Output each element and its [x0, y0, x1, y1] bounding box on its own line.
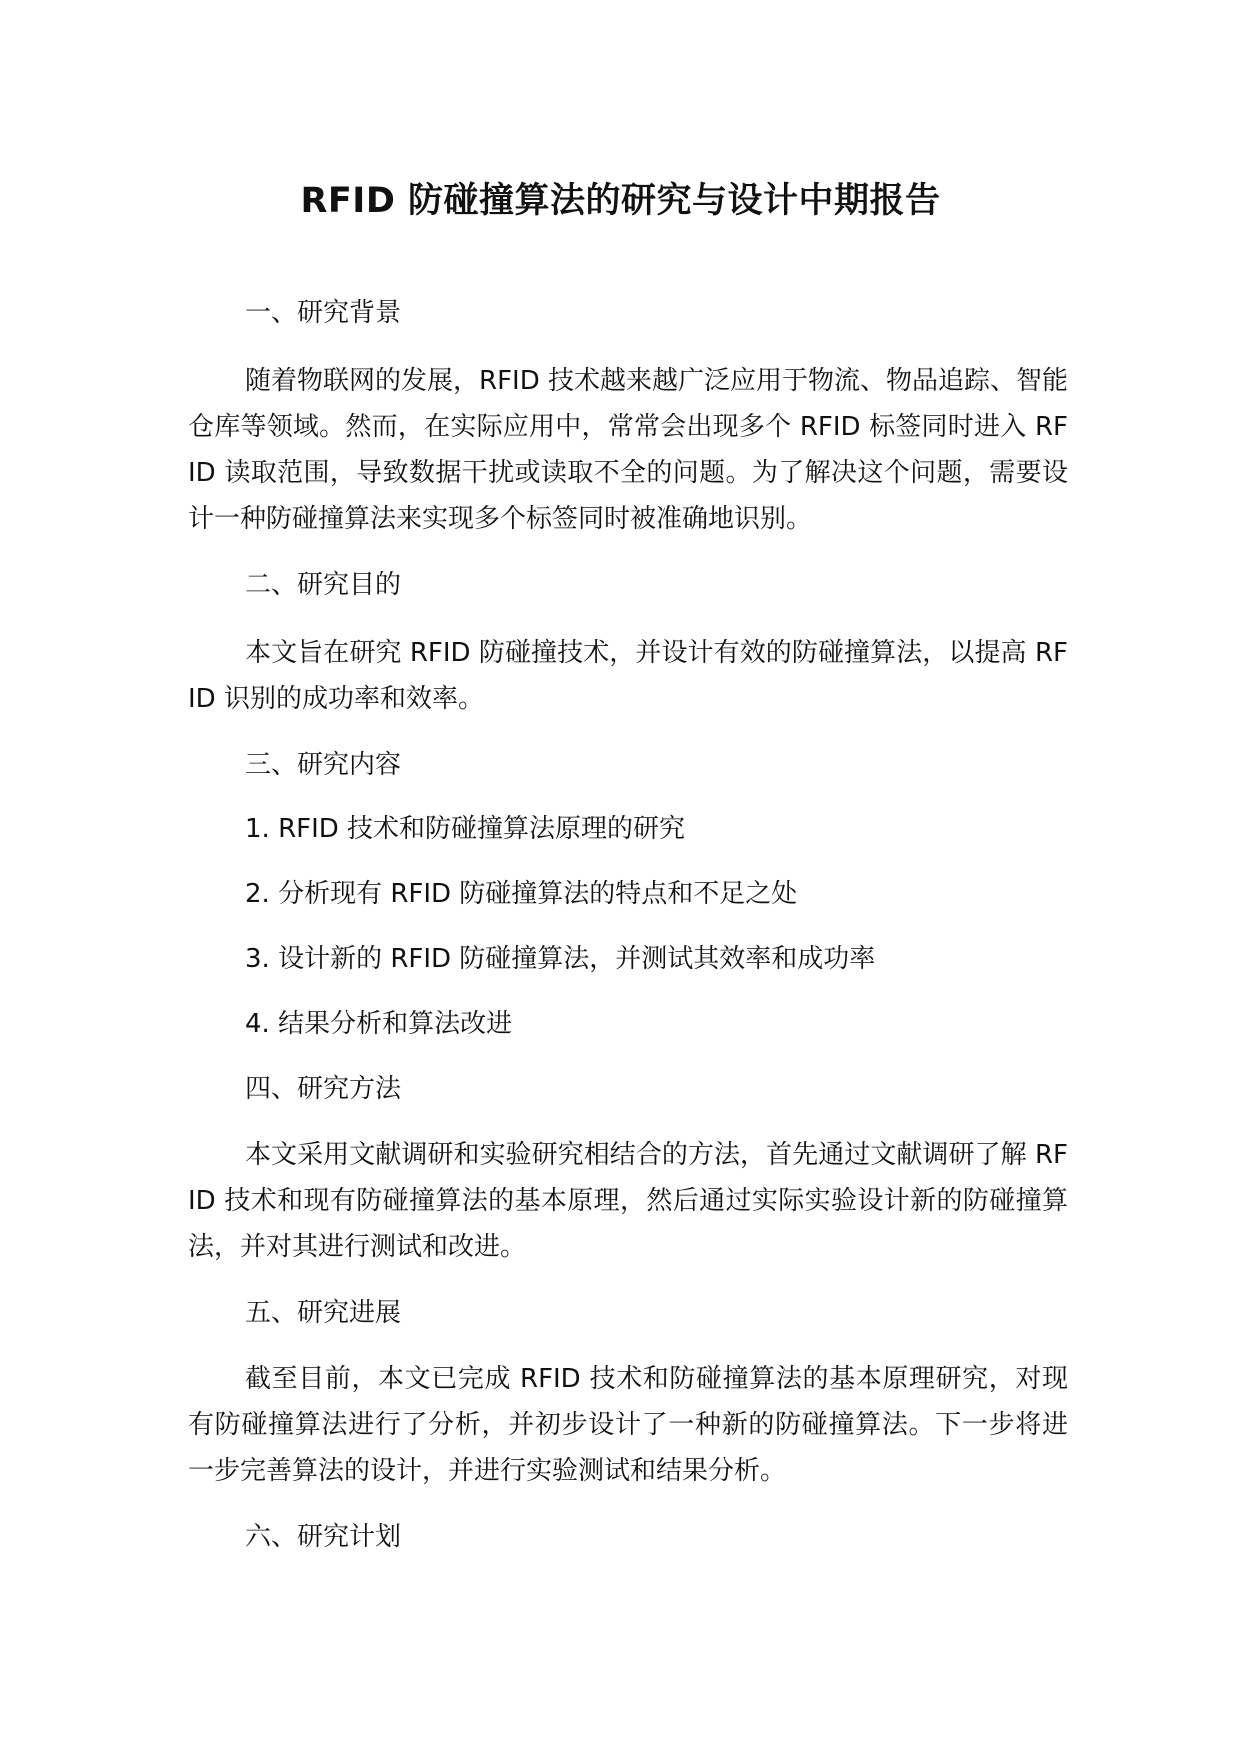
content-list-item: 3. 设计新的 RFID 防碰撞算法，并测试其效率和成功率 [245, 944, 876, 974]
section-heading-purpose: 二、研究目的 [245, 570, 402, 600]
section-paragraph-method: 本文采用文献调研和实验研究相结合的方法，首先通过文献调研了解 RFID 技术和现有防碰撞算法的基本原理，然后通过实际实验设计新的防碰撞算法，并对其进行测试和改进。 [188, 1140, 1068, 1262]
content-list-item: 4. 结果分析和算法改进 [245, 1009, 513, 1039]
section-paragraph-purpose: 本文旨在研究 RFID 防碰撞技术，并设计有效的防碰撞算法，以提高 RFID 识别的成功率和效率。 [188, 638, 1068, 714]
section-heading-progress: 五、研究进展 [245, 1298, 402, 1328]
document-title: RFID 防碰撞算法的研究与设计中期报告 [300, 181, 941, 221]
section-paragraph-background: 随着物联网的发展，RFID 技术越来越广泛应用于物流、物品追踪、智能仓库等领域。然而，在实际应用中，常常会出现多个 RFID 标签同时进入 RFID 读取范围，导致数据干扰或读取不全的问题。为了解决这个问题，需要设计一种防碰撞算法来实现多个标签同时被准确地识别。 [188, 366, 1068, 534]
content-list-item: 1. RFID 技术和防碰撞算法原理的研究 [245, 814, 686, 844]
section-heading-content: 三、研究内容 [245, 750, 402, 780]
section-heading-background: 一、研究背景 [245, 298, 402, 328]
section-heading-method: 四、研究方法 [245, 1074, 402, 1104]
content-list-item: 2. 分析现有 RFID 防碰撞算法的特点和不足之处 [245, 879, 798, 909]
section-heading-plan: 六、研究计划 [245, 1522, 402, 1552]
section-paragraph-progress: 截至目前，本文已完成 RFID 技术和防碰撞算法的基本原理研究，对现有防碰撞算法进行了分析，并初步设计了一种新的防碰撞算法。下一步将进一步完善算法的设计，并进行实验测试和结果分析。 [188, 1364, 1068, 1486]
